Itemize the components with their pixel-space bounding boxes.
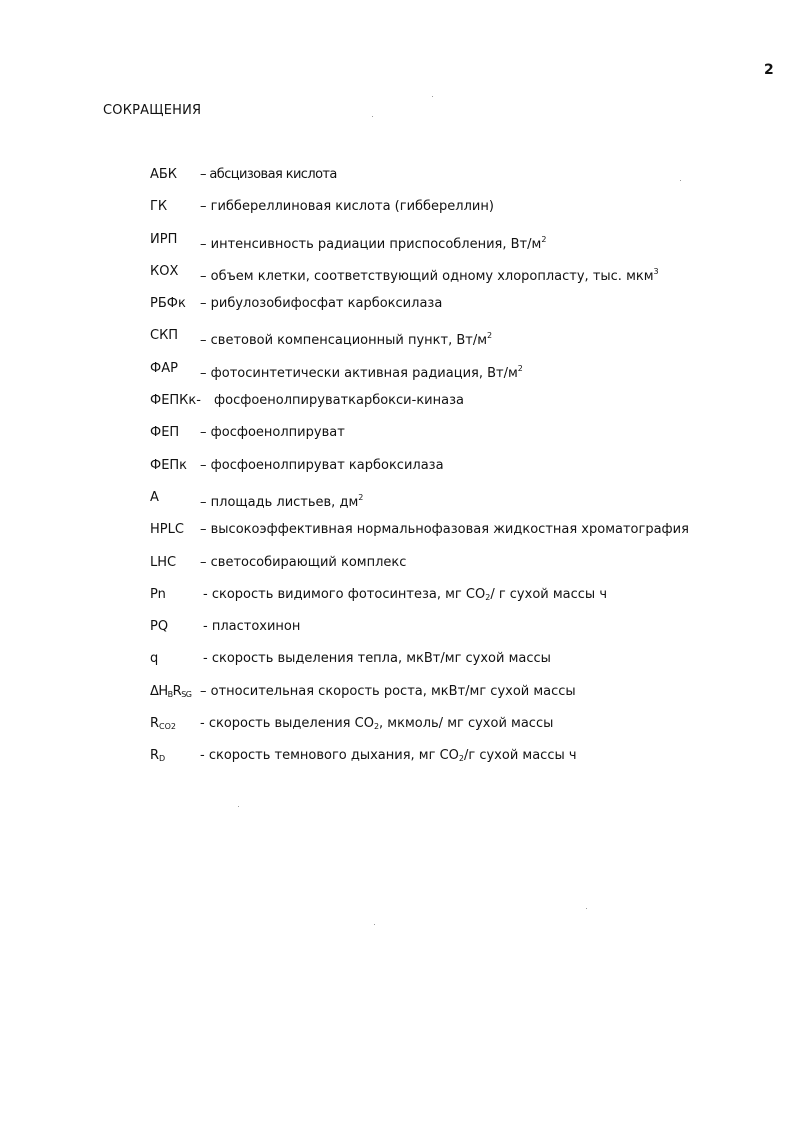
abbreviation-term: HPLC xyxy=(150,522,184,538)
abbreviation-row xyxy=(150,617,770,649)
abbreviation-row xyxy=(150,423,770,455)
definition-text: - скорость темнового дыхания, мг CO xyxy=(200,748,459,764)
scan-speck xyxy=(432,96,433,97)
abbreviation-term: СКП xyxy=(150,328,179,344)
abbreviation-definition: – высокоэффективная нормальнофазовая жидкостная хроматография xyxy=(200,522,689,538)
abbreviation-definition: - пластохинон xyxy=(203,619,301,635)
abbreviation-definition: – абсцизовая кислота xyxy=(200,167,337,182)
definition-text: , мкмоль/ мг сухой массы xyxy=(379,716,554,732)
abbreviation-term: ГК xyxy=(150,199,168,215)
definition-text: – объем клетки, соответствующий одному хлоропласту, тыс. мкм xyxy=(200,268,654,284)
abbreviation-term: PQ xyxy=(150,619,169,635)
abbreviation-row xyxy=(150,649,770,681)
definition-text: /г сухой массы ч xyxy=(463,748,577,764)
abbreviation-row xyxy=(150,682,770,714)
definition-superscript: 2 xyxy=(358,492,364,502)
scan-speck xyxy=(238,806,239,807)
definition-subscript: 2 xyxy=(373,722,380,732)
term-subscript: D xyxy=(159,754,166,764)
abbreviation-term: q xyxy=(150,651,159,667)
term-subscript: SG xyxy=(181,689,192,699)
abbreviation-term: ФЕПКк- xyxy=(150,393,201,409)
definition-text: - скорость видимого фотосинтеза, мг CO xyxy=(203,586,486,602)
abbreviation-term: Pn xyxy=(150,586,166,602)
abbreviation-row xyxy=(150,326,770,358)
abbreviation-term: АБК xyxy=(150,167,178,182)
abbreviation-row xyxy=(150,746,770,778)
abbreviation-term xyxy=(150,746,165,769)
abbreviation-term: ФЕПк xyxy=(150,457,188,473)
abbreviation-definition: – фосфоенолпируват карбоксилаза xyxy=(200,457,444,473)
abbreviation-definition xyxy=(200,326,492,351)
abbreviation-definition: фосфоенолпируваткарбокси-киназа xyxy=(214,393,464,409)
abbreviation-row xyxy=(150,262,770,294)
abbreviation-row xyxy=(150,294,770,326)
abbreviation-definition xyxy=(200,359,523,384)
page-number: 2 xyxy=(764,62,774,78)
abbreviation-term: LHC xyxy=(150,554,177,570)
abbreviation-definition xyxy=(200,230,546,255)
abbreviation-definition xyxy=(203,585,607,608)
abbreviation-row xyxy=(150,165,770,197)
definition-subscript: 2 xyxy=(458,754,464,764)
definition-text: / г сухой массы ч xyxy=(490,586,608,602)
definition-text: – световой компенсационный пункт, Вт/м xyxy=(200,333,488,349)
abbreviation-term: КОХ xyxy=(150,263,179,279)
scan-speck xyxy=(586,908,587,909)
term-subscript: B xyxy=(167,689,173,699)
abbreviation-row xyxy=(150,197,770,229)
abbreviation-term: ФЕП xyxy=(150,425,180,441)
term-text: ΔH xyxy=(150,683,168,699)
abbreviation-definition: – светособирающий комплекс xyxy=(200,554,407,570)
abbreviation-term: ИРП xyxy=(150,231,178,247)
abbreviation-row xyxy=(150,391,770,423)
term-subscript: CO2 xyxy=(159,722,177,732)
definition-subscript: 2 xyxy=(485,592,491,602)
definition-superscript: 2 xyxy=(517,363,523,373)
abbreviation-definition xyxy=(200,746,577,769)
abbreviation-definition: – фосфоенолпируват xyxy=(200,425,345,441)
definition-superscript: 3 xyxy=(653,266,659,276)
definition-text: - скорость выделения CO xyxy=(200,716,374,732)
abbreviation-definition: – гибберeллиновая кислота (гиббереллин) xyxy=(200,199,494,215)
abbreviation-definition xyxy=(200,262,659,287)
abbreviation-definition: - скорость выделения тепла, мкВт/мг сухой массы xyxy=(203,651,551,667)
abbreviation-term: А xyxy=(150,489,159,505)
abbreviation-term xyxy=(150,714,176,737)
abbreviation-list xyxy=(150,165,770,779)
abbreviation-row xyxy=(150,230,770,262)
definition-superscript: 2 xyxy=(541,234,547,244)
abbreviation-row xyxy=(150,714,770,746)
abbreviation-row xyxy=(150,456,770,488)
abbreviation-row xyxy=(150,520,770,552)
scan-speck xyxy=(374,924,375,925)
abbreviation-row xyxy=(150,488,770,520)
term-text: R xyxy=(150,748,160,764)
abbreviation-definition xyxy=(200,488,363,513)
definition-text: – интенсивность радиации приспособления, Вт/м xyxy=(200,236,542,252)
abbreviation-term xyxy=(150,682,192,705)
abbreviation-term: ФАР xyxy=(150,360,178,376)
definition-superscript: 2 xyxy=(487,331,493,341)
abbreviation-definition: – рибулозобифосфат карбоксилаза xyxy=(200,296,443,312)
definition-text: – площадь листьев, дм xyxy=(200,494,359,510)
scan-speck xyxy=(372,116,373,117)
abbreviation-definition: – относительная скорость роста, мкВт/мг сухой массы xyxy=(200,683,576,699)
abbreviation-row xyxy=(150,359,770,391)
section-title: СОКРАЩЕНИЯ xyxy=(103,103,202,118)
scan-speck xyxy=(680,180,681,181)
abbreviation-row xyxy=(150,585,770,617)
abbreviation-term: РБФк xyxy=(150,296,186,312)
term-text: R xyxy=(172,683,182,699)
definition-text: – фотосинтетически активная радиация, Вт/м xyxy=(200,365,518,381)
abbreviation-row xyxy=(150,553,770,585)
abbreviation-definition xyxy=(200,714,553,737)
term-text: R xyxy=(150,716,160,732)
